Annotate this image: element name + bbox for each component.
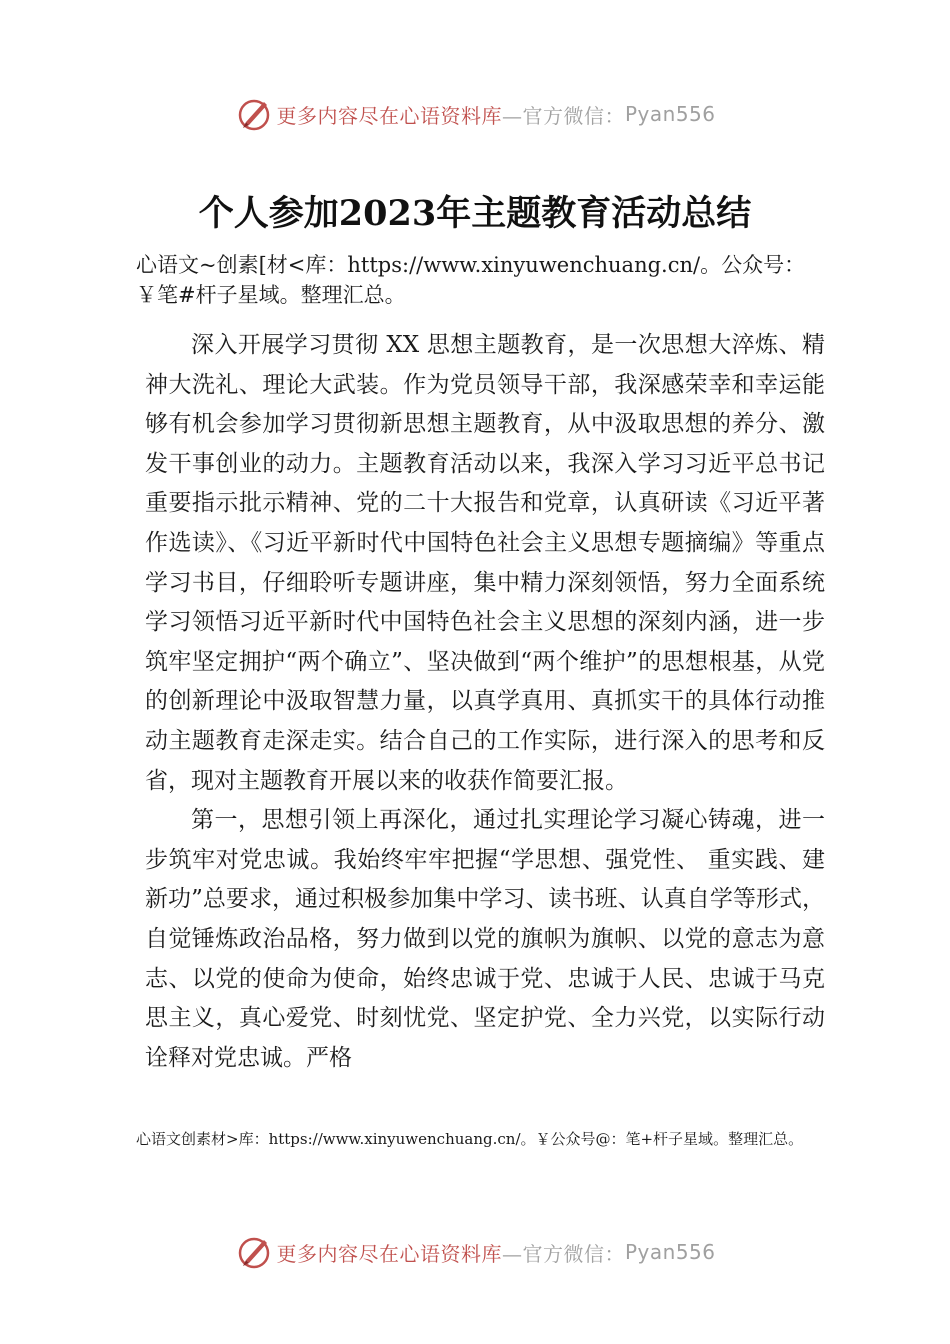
paragraph: 深入开展学习贯彻 XX 思想主题教育，是一次思想大淬炼、精神大洗礼、理论大武装。作为党员领导干部，我深感荣幸和幸运能够有机会参加学习贯彻新思想主题教育，从中汲取思想的养分、激发干事创业的动力。主题教育活动以来，我深入学习习近平总书记重要指示批示精神、党的二十大报告和党章，认真研读《习近平著作选读》、《习近平新时代中国特色社会主义思想专题摘编》等重点学习书目，仔细聆听专题讲座，集中精力深刻领悟，努力全面系统学习领悟习近平新时代中国特色社会主义思想的深刻内涵，进一步筑牢坚定拥护“两个确立”、坚决做到“两个维护”的思想根基，从党的创新理论中汲取智慧力量，以真学真用、真抓实干的具体行动推动主题教育走深走实。结合自己的工作实际，进行深入的思考和反省，现对主题教育开展以来的收获作简要汇报。 <box>145 332 825 794</box>
source-line: 心语文~创素[材<库：https://www.xinyuwenchuang.cn/。公众号：￥笔#杆子星域。整理汇总。 <box>136 253 806 307</box>
pen-logo-icon <box>234 1232 274 1272</box>
banner-wechat-label: —官方微信： <box>501 1241 625 1266</box>
document-body <box>145 326 825 1078</box>
footnote: 心语文创素材>库：https://www.xinyuwenchuang.cn/。￥公众号@：笔+杆子星域。整理汇总。 <box>136 1130 804 1148</box>
paragraph: 第一，思想引领上再深化，通过扎实理论学习凝心铸魂，进一步筑牢对党忠诚。我始终牢牢把握“学思想、强党性、 重实践、建新功”总要求，通过积极参加集中学习、读书班、认真自学等形式，自觉锤炼政治品格，努力做到以党的旗帜为旗帜、以党的意志为意志、以党的使命为使命，始终忠诚于党、忠诚于人民、忠诚于马克思主义，真心爱党、时刻忧党、坚定护党、全力兴党，以实际行动诠释对党忠诚。严格 <box>145 807 825 1071</box>
banner-wechat-label: —官方微信： <box>501 103 625 128</box>
document-title: 个人参加2023年主题教育活动总结 <box>198 193 752 234</box>
footer-banner <box>0 1232 950 1272</box>
banner-site-text: 更多内容尽在心语资料库 <box>276 1241 502 1266</box>
banner-site-text: 更多内容尽在心语资料库 <box>276 103 502 128</box>
banner-wechat-id: Pyan556 <box>624 1240 716 1264</box>
pen-logo-icon <box>234 94 274 134</box>
header-banner <box>0 94 950 134</box>
banner-wechat-id: Pyan556 <box>624 102 716 126</box>
